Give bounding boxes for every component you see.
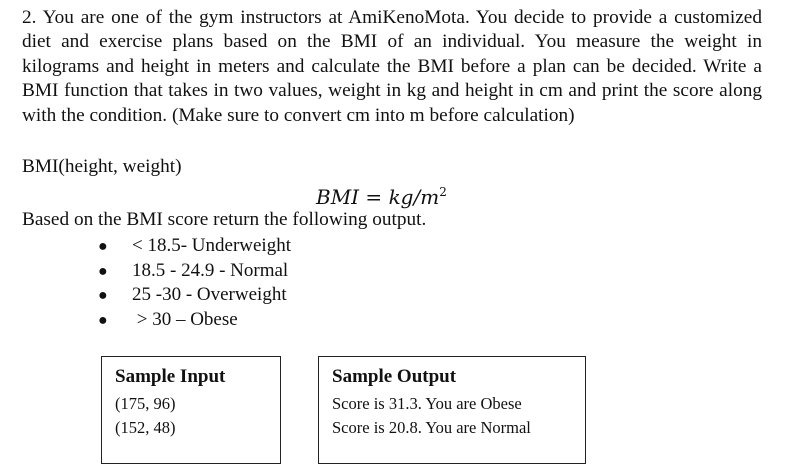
bullet-icon: ● [98, 238, 108, 255]
list-item [98, 283, 291, 308]
sample-input-line: (175, 96) [115, 394, 176, 413]
sample-input-title: Sample Input [115, 366, 226, 387]
sample-input-box [101, 356, 281, 464]
range-text: > 30 – Obese [132, 308, 238, 330]
list-item [98, 259, 291, 284]
bullet-icon: ● [98, 311, 108, 329]
sample-output-box [318, 356, 586, 464]
sample-output-line: Score is 20.8. You are Normal [332, 418, 531, 437]
formula-equals: = [359, 185, 389, 209]
range-text: 18.5 - 24.9 - Normal [132, 259, 289, 281]
output-instruction: Based on the BMI score return the following output. [22, 209, 427, 230]
problem-paragraph: 2. You are one of the gym instructors at AmiKenoMota. You decide to provide a customized diet and exercise plans based on the BMI of an individual. You measure the weight in kilograms and height in meters and calculate the BMI before a plan can be decided. Write a BMI function that takes in two values, weight in kg and height in cm and print the score along with the condition. (Make sure to convert cm into m before calculation) [22, 7, 762, 126]
list-item [98, 234, 291, 259]
range-text: 25 -30 - Overweight [132, 284, 287, 306]
bmi-formula [316, 179, 447, 210]
formula-exponent: 2 [439, 185, 447, 199]
formula-lhs: BMI [316, 185, 360, 209]
list-item [98, 308, 291, 333]
sample-input-line: (152, 48) [115, 418, 176, 437]
function-signature: BMI(height, weight) [22, 156, 182, 177]
sample-output-line: Score is 31.3. You are Obese [332, 394, 522, 413]
bullet-icon: ● [98, 262, 108, 280]
sample-output-title: Sample Output [332, 366, 457, 387]
bmi-range-list [98, 234, 291, 332]
bullet-icon: ● [98, 287, 108, 305]
range-text: < 18.5- Underweight [132, 235, 291, 256]
formula-rhs: kg/m [388, 185, 440, 209]
